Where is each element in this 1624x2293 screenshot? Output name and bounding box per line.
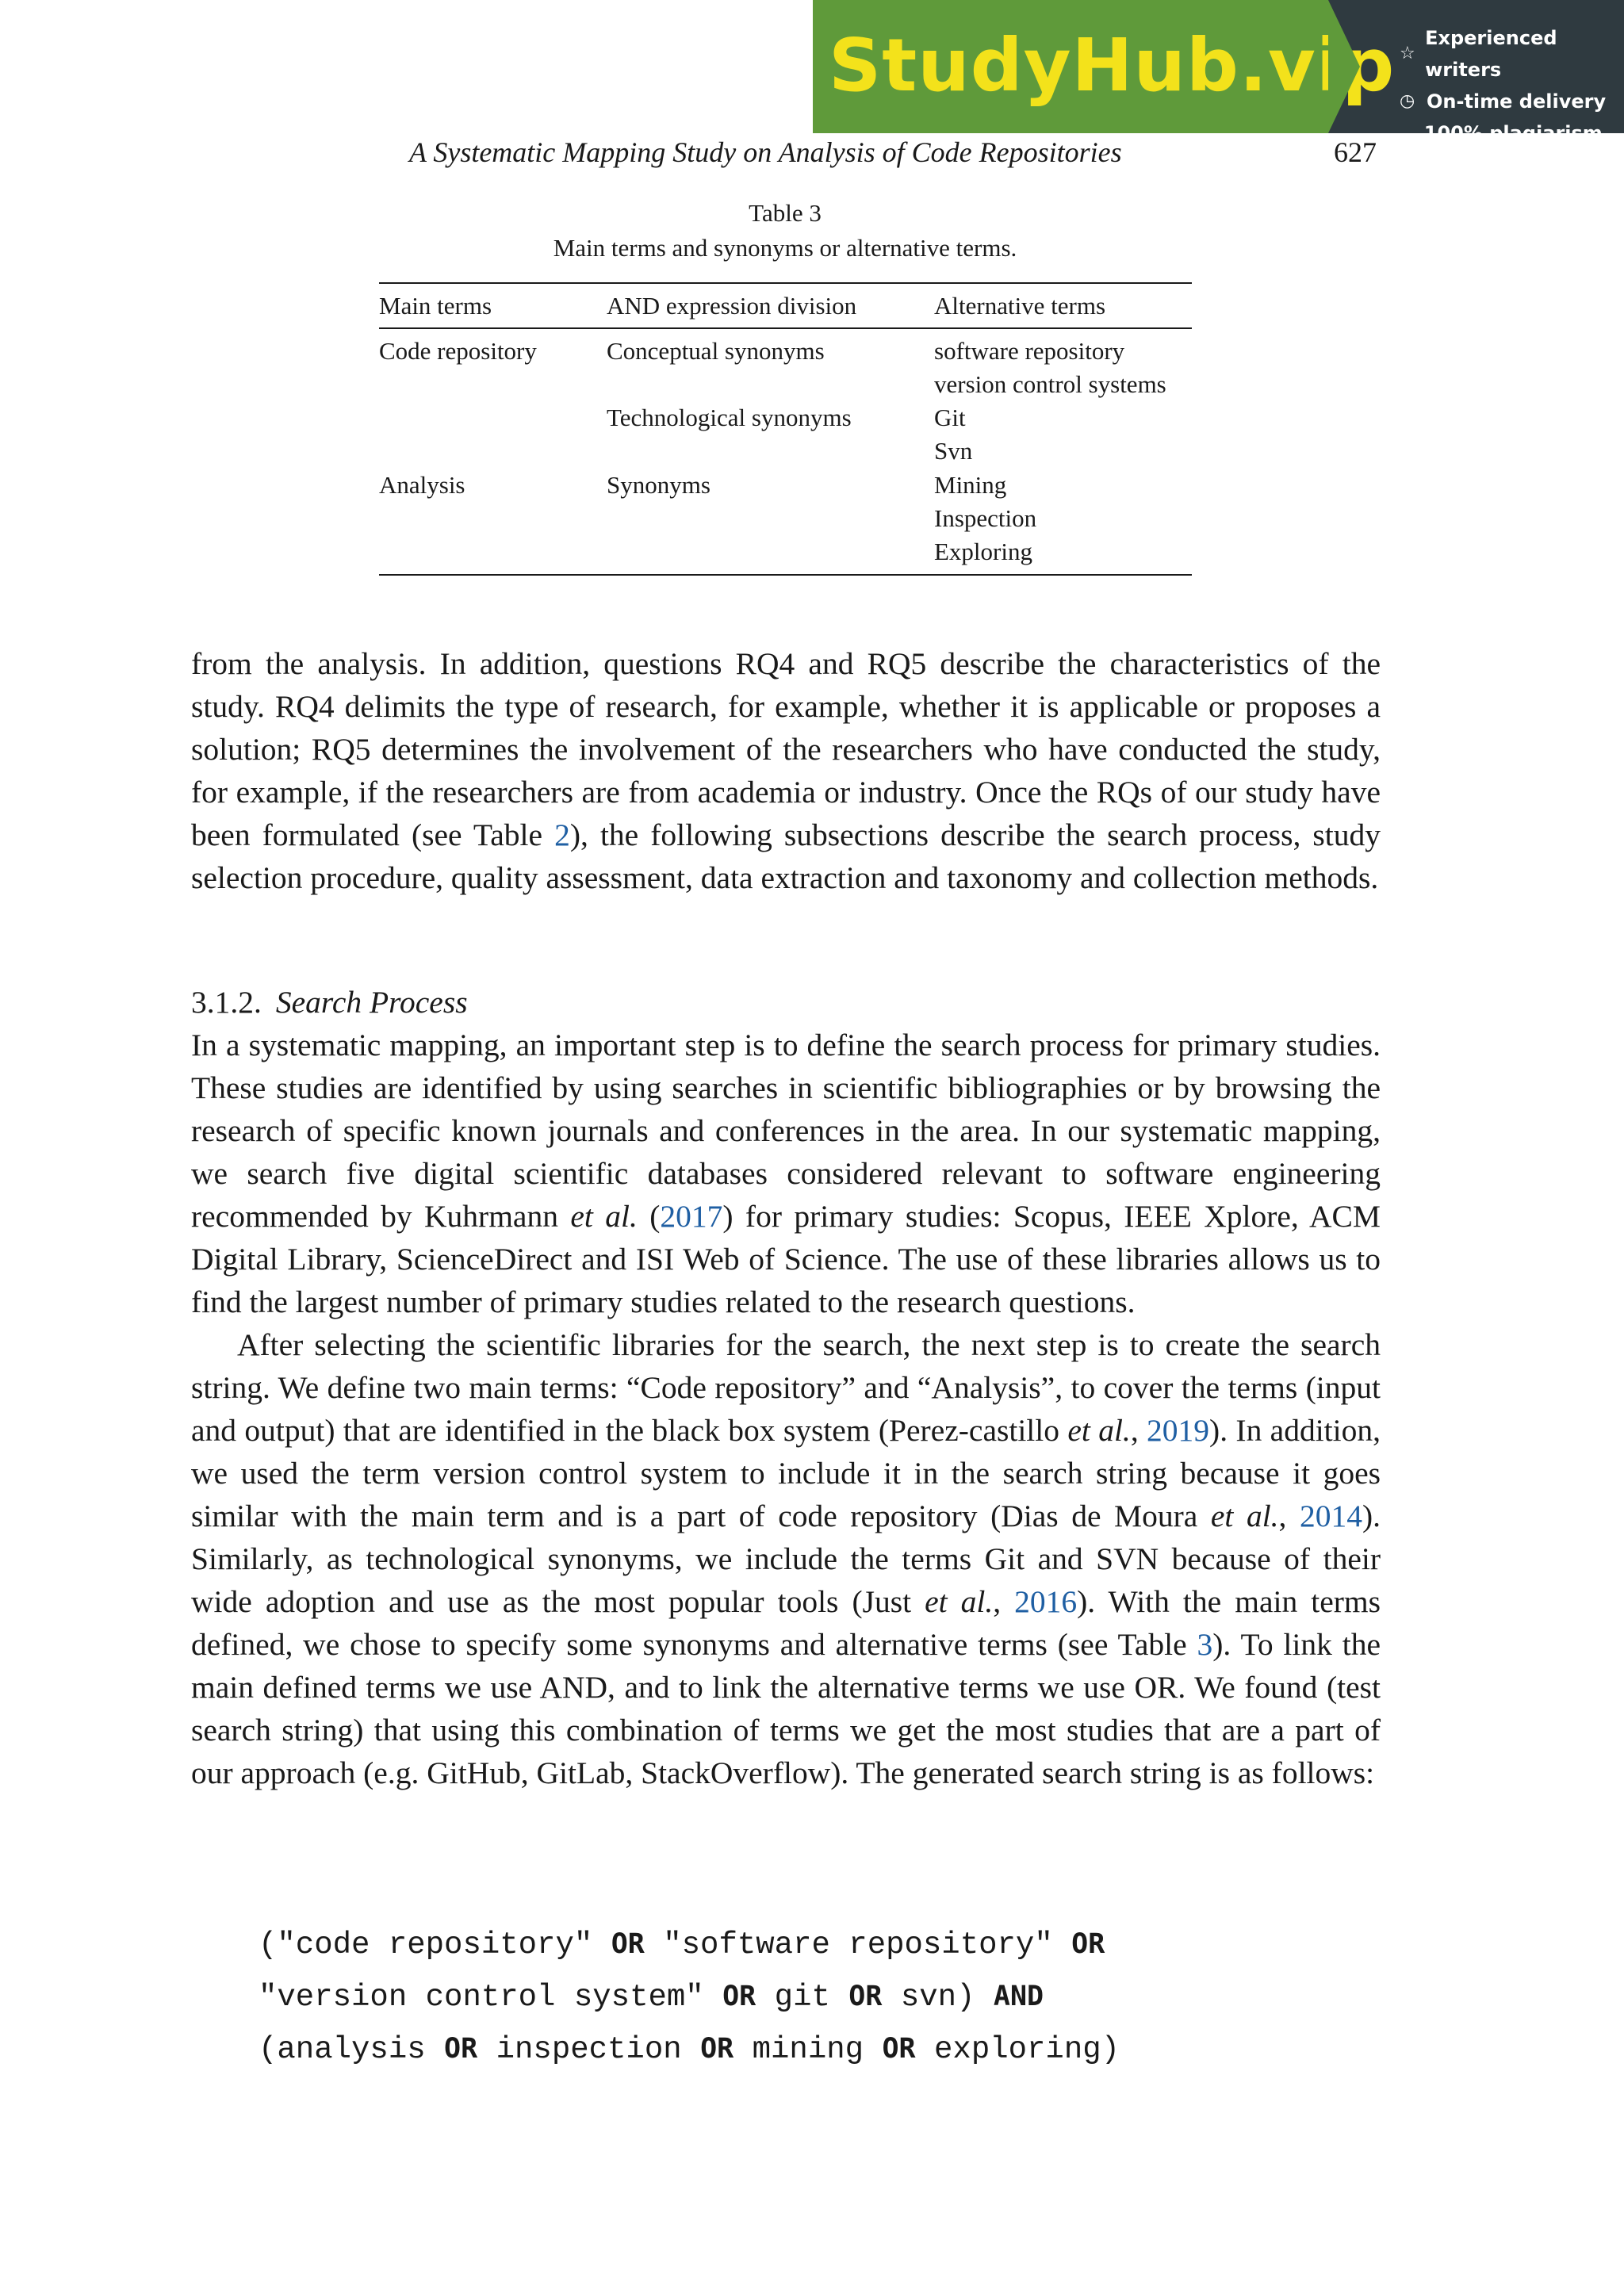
table-cell: software repository: [934, 337, 1125, 365]
table-number: Table 3: [749, 199, 822, 227]
clock-icon: ◷: [1400, 91, 1415, 111]
paragraph-rq-characteristics: from the analysis. In addition, questions RQ4 and RQ5 describe the characteristics of the study. RQ4 delimits the type of research, for example, whether it is applicable or proposes a solution; RQ5 determines the involvement of the researchers who have conducted the study, for example, if the researchers are from academia or industry. Once the RQs of our study have been formulated (see Table 2), the following subsections describe the search process, study selection procedure, quality assessment, data extraction and taxonomy and collection methods.: [191, 646, 1381, 895]
table-header-cell: AND expression division: [607, 292, 857, 320]
document-icon: ⎘: [1400, 139, 1414, 159]
search-term: ("code repository": [259, 1927, 611, 1962]
search-operator: OR: [722, 1981, 756, 2012]
table-cell: Exploring: [934, 538, 1032, 565]
running-title: A Systematic Mapping Study on Analysis of Code Repositories: [409, 136, 1122, 168]
search-operator: OR: [882, 2033, 916, 2065]
studyhub-logo[interactable]: StudyHub.vip: [829, 23, 1396, 108]
table-title: Main terms and synonyms or alternative terms.: [553, 234, 1017, 262]
search-operator: OR: [1071, 1928, 1105, 1960]
search-string-line-2: [259, 1977, 1044, 2017]
feature-label: On-time delivery: [1427, 90, 1607, 113]
search-operator: OR: [611, 1928, 645, 1960]
citation-link-2014[interactable]: 2014: [1299, 1499, 1362, 1533]
search-term: (analysis: [259, 2032, 445, 2067]
search-operator: OR: [848, 1981, 883, 2012]
search-term: svn): [882, 1980, 994, 2015]
feature-label: Experienced writers: [1425, 27, 1557, 81]
search-term: git: [756, 1980, 849, 2015]
table-cell: version control systems: [934, 370, 1166, 398]
search-term: "software repository": [644, 1927, 1072, 1962]
search-operator: AND: [993, 1981, 1044, 2012]
banner-arrow-shape: [1328, 0, 1360, 133]
star-icon: ☆: [1400, 44, 1415, 63]
table-header-cell: Alternative terms: [934, 292, 1106, 320]
feature-experienced-writers: [1400, 22, 1624, 86]
table-header-cell: Main terms: [379, 292, 492, 320]
table-cell: Conceptual synonyms: [607, 337, 825, 365]
table-cell: Technological synonyms: [607, 404, 852, 431]
feature-label: 100% plagiarism free: [1423, 122, 1603, 176]
search-string-line-1: [259, 1924, 1105, 1965]
table-bottom-rule: [379, 574, 1192, 576]
search-term: "version control system": [259, 1980, 723, 2015]
table-cell: Mining: [934, 471, 1007, 499]
paragraph-search-string: After selecting the scientific libraries for the search, the next step is to create the search string. We define two main terms: “Code repository” and “Analysis”, to cover the terms (input and output) that are identified in the black box system (Perez-castillo et al., 2019). In addition, we used the term version control system to include it in the search string because it goes similar with the main term and is a part of code repository (Dias de Moura et al., 2014). Similarly, as technological synonyms, we include the terms Git and SVN because of their wide adoption and use as the most popular tools (Just et al., 2016). With the main terms defined, we chose to specify some synonyms and alternative terms (see Table 3). To link the main defined terms we use AND, and to link the alternative terms we use OR. We found (test search string) that using this combination of terms we get the most studies that are a part of our approach (e.g. GitHub, GitLab, StackOverflow). The generated search string is as follows:: [191, 1327, 1381, 1790]
table-cell: Git: [934, 404, 966, 431]
citation-link-2017[interactable]: 2017: [660, 1199, 723, 1234]
table-3-link[interactable]: 3: [1197, 1627, 1213, 1662]
section-number: 3.1.2.: [191, 985, 262, 1020]
paragraph-search-process: In a systematic mapping, an important step is to define the search process for primary studies. These studies are identified by using searches in scientific bibliographies or by browsing the research of specific known journals and conferences in the area. In our systematic mapping, we search five digital scientific databases considered relevant to software engineering recommended by Kuhrmann et al. (2017) for primary studies: Scopus, IEEE Xplore, ACM Digital Library, ScienceDirect and ISI Web of Science. The use of these libraries allows us to find the largest number of primary studies related to the research questions.: [191, 1028, 1381, 1319]
table-top-rule: [379, 282, 1192, 284]
search-operator: OR: [700, 2033, 734, 2065]
table-cell: Synonyms: [607, 471, 710, 499]
search-operator: OR: [444, 2033, 478, 2065]
citation-link-2016[interactable]: 2016: [1014, 1584, 1078, 1619]
search-string-line-3: [259, 2029, 1120, 2069]
search-term: exploring): [915, 2032, 1120, 2067]
table-2-link[interactable]: 2: [554, 817, 570, 852]
table-cell: Inspection: [934, 504, 1037, 532]
search-term: mining: [733, 2032, 883, 2067]
page-number: 627: [1334, 136, 1377, 168]
table-cell: Analysis: [379, 471, 465, 499]
table-cell: Code repository: [379, 337, 537, 365]
table-cell: Svn: [934, 437, 973, 465]
table-header-rule: [379, 327, 1192, 329]
feature-plagiarism-free: [1400, 117, 1624, 181]
section-heading: [191, 981, 468, 1024]
section-title: Search Process: [275, 985, 468, 1020]
feature-on-time-delivery: [1400, 86, 1624, 117]
section-body: [191, 1024, 1381, 1794]
citation-link-2019[interactable]: 2019: [1147, 1413, 1210, 1448]
search-term: inspection: [477, 2032, 701, 2067]
banner-logo-panel[interactable]: [813, 0, 1396, 133]
